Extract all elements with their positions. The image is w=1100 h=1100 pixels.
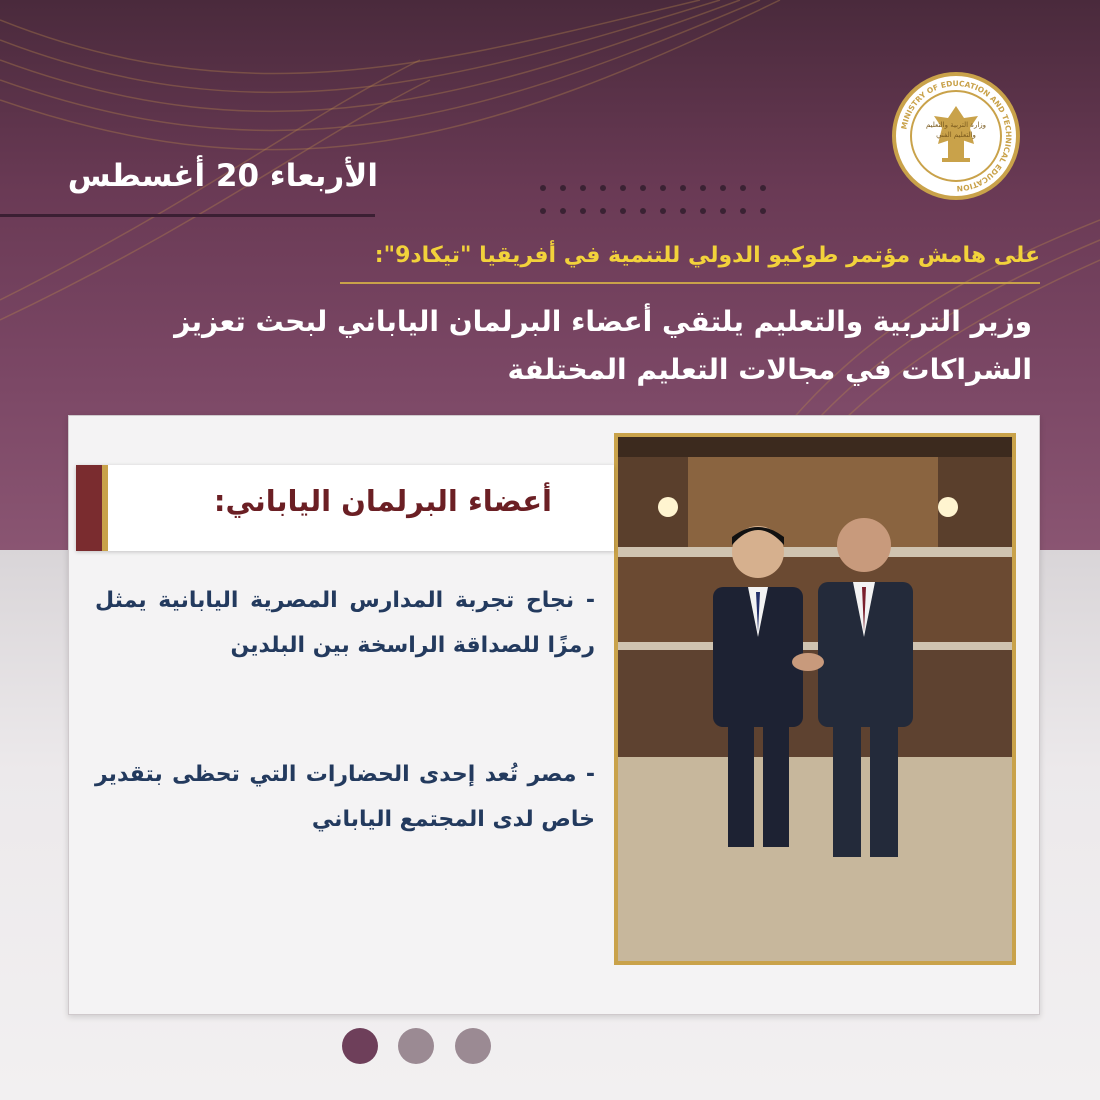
headline: وزير التربية والتعليم يلتقي أعضاء البرلمان الياباني لبحث تعزيز الشراكات في مجالات التعليم المختلفة	[174, 305, 1032, 386]
section-label: أعضاء البرلمان الياباني:	[213, 484, 552, 518]
ministry-logo	[892, 72, 1020, 200]
bullet-point-1: - نجاح تجربة المدارس المصرية اليابانية يمثل رمزًا للصداقة الراسخة بين البلدين	[95, 588, 595, 658]
date-label: الأربعاء 20 أغسطس	[67, 158, 378, 194]
photo-illustration	[618, 437, 1012, 961]
pager-dot-1[interactable]	[342, 1028, 378, 1064]
meeting-photo	[614, 433, 1016, 965]
svg-text:MINISTRY OF EDUCATION AND TECH: MINISTRY OF EDUCATION AND TECHNICAL EDUCATION	[899, 78, 1014, 194]
logo-arabic-text: وزارة التربية والتعليم والتعليم الفني	[925, 121, 987, 139]
label-accent-gold	[102, 465, 108, 551]
kicker-underline	[340, 282, 1040, 284]
pager-dot-3[interactable]	[455, 1028, 491, 1064]
pager-dot-2[interactable]	[398, 1028, 434, 1064]
date-underline	[0, 214, 375, 217]
kicker-text: على هامش مؤتمر طوكيو الدولي للتنمية في أفريقيا "تيكاد9":	[374, 243, 1040, 268]
label-accent-dark	[76, 465, 102, 551]
bullet-point-2: - مصر تُعد إحدى الحضارات التي تحظى بتقدير خاص لدى المجتمع الياباني	[95, 762, 595, 832]
